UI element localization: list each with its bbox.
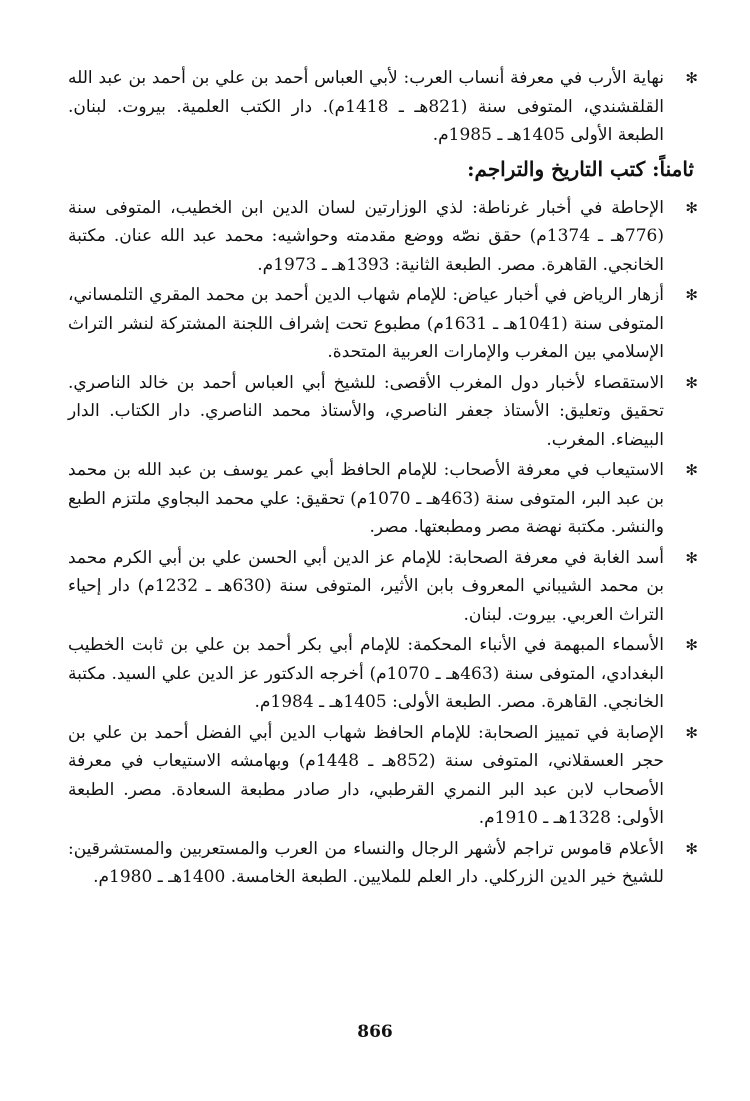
document-page — [68, 64, 698, 894]
entry-text: الإحاطة في أخبار غرناطة: لذي الوزارتين لسان الدين ابن الخطيب، المتوفى سنة (776هـ ـ 1374م) حقق نصّه ووضع مقدمته وحواشيه: محمد عبد الله عنان. مكتبة الخانجي. القاهرة. مصر. الطبعة الثانية: 1393هـ ـ 1973م. — [68, 197, 664, 275]
asterisk-bullet-icon: ✻ — [685, 373, 698, 392]
entry-text: الاستيعاب في معرفة الأصحاب: للإمام الحافظ أبي عمر يوسف بن عبد الله بن محمد بن عبد البر، المتوفى سنة (463هـ ـ 1070م) تحقيق: علي محمد البجاوي ملتزم الطبع والنشر. مكتبة نهضة مصر ومطبعتها. مصر. — [68, 460, 664, 537]
entry-text: أزهار الرياض في أخبار عياض: للإمام شهاب الدين أحمد بن محمد المقري التلمساني، المتوفى سنة (1041هـ ـ 1631م) مطبوع تحت إشراف اللجنة المشتركة لنشر التراث الإسلامي بين المغرب والإمارات العربية المتحدة. — [68, 285, 664, 362]
bibliography-entry-7 — [68, 631, 698, 717]
asterisk-bullet-icon: ✻ — [685, 839, 698, 858]
asterisk-bullet-icon: ✻ — [685, 461, 698, 479]
entry-text: الاستقصاء لأخبار دول المغرب الأقصى: للشيخ أبي العباس أحمد بن خالد الناصري. تحقيق وتعليق: الأستاذ جعفر الناصري، والأستاذ محمد الناصري. دار الكتاب. الدار البيضاء. المغرب. — [68, 372, 664, 450]
page-number: 866 — [357, 1022, 393, 1042]
entry-text: الأعلام قاموس تراجم لأشهر الرجال والنساء من العرب والمستعربين والمستشرقين: للشيخ خير الدين الزركلي. دار العلم للملايين. الطبعة الخامسة. 1400هـ ـ 1980م. — [68, 838, 664, 887]
asterisk-bullet-icon: ✻ — [685, 723, 698, 742]
bibliography-entry-6 — [68, 544, 698, 630]
asterisk-bullet-icon: ✻ — [685, 548, 698, 567]
bibliography-entry-2 — [68, 194, 698, 280]
entry-text: الأسماء المبهمة في الأنباء المحكمة: للإمام أبي بكر أحمد بن علي بن ثابت الخطيب البغدادي، المتوفى سنة (463هـ ـ 1070م) أخرجه الدكتور عز الدين علي السيد. مكتبة الخانجي. القاهرة. مصر. الطبعة الأولى: 1405هـ ـ 1984م. — [68, 635, 665, 712]
bibliography-entry-5 — [68, 456, 698, 542]
bibliography-entry-1 — [68, 64, 698, 150]
bibliography-entry-3 — [68, 281, 698, 367]
bibliography-entry-9 — [68, 835, 698, 892]
asterisk-bullet-icon: ✻ — [685, 198, 698, 217]
entry-text: نهاية الأرب في معرفة أنساب العرب: لأبي العباس أحمد بن علي بن أحمد بن عبد الله القلقشندي، المتوفى سنة (821هـ ـ 1418م). دار الكتب العلمية. بيروت. لبنان. الطبعة الأولى 1405هـ ـ 1985م. — [68, 68, 665, 145]
asterisk-bullet-icon: ✻ — [685, 636, 698, 654]
section-heading: ثامناً: كتب التاريخ والتراجم: — [467, 156, 694, 181]
bibliography-entry-4 — [68, 369, 698, 455]
asterisk-bullet-icon: ✻ — [685, 69, 698, 87]
entry-text: الإصابة في تمييز الصحابة: للإمام الحافظ شهاب الدين أبي الفضل أحمد بن علي بن حجر العسقلاني، المتوفى سنة (852هـ ـ 1448م) وبهامشه الاستيعاب في معرفة الأصحاب لابن عبد البر النمري القرطبي، دار صادر مطبعة السعادة. مصر. الطبعة الأولى: 1328هـ ـ 1910م. — [68, 722, 664, 828]
bibliography-entry-8 — [68, 719, 698, 833]
asterisk-bullet-icon: ✻ — [685, 286, 698, 304]
entry-text: أسد الغابة في معرفة الصحابة: للإمام عز الدين أبي الحسن علي بن أبي الكرم محمد بن محمد الشيباني المعروف بابن الأثير، المتوفى سنة (630هـ ـ 1232م) دار إحياء التراث العربي. بيروت. لبنان. — [68, 547, 664, 625]
